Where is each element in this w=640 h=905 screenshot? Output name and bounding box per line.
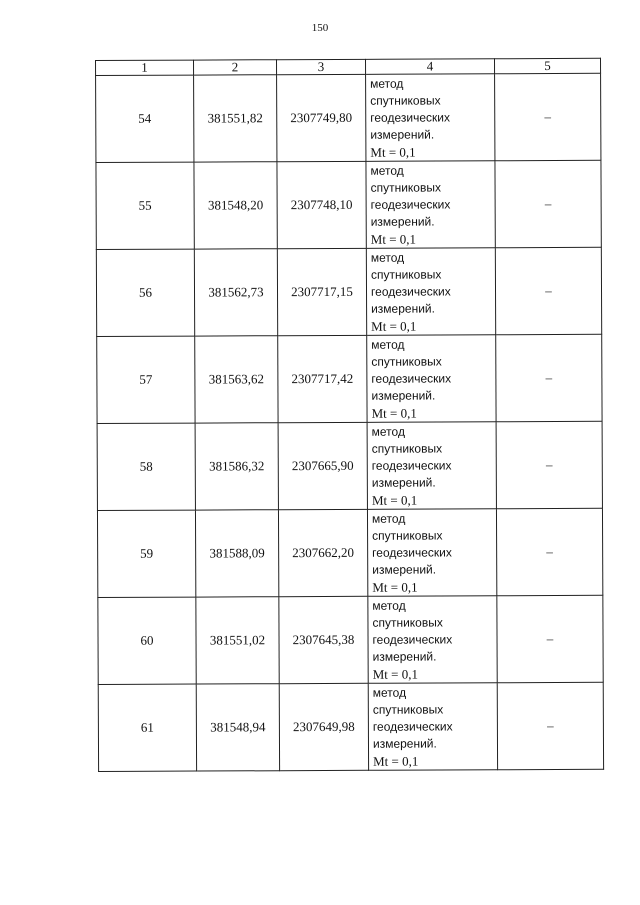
method-line: геодезических bbox=[370, 109, 450, 125]
method-cell bbox=[366, 161, 495, 249]
method-line: геодезических bbox=[372, 718, 453, 734]
table-row bbox=[98, 595, 603, 684]
point-number-cell: 60 bbox=[98, 597, 196, 684]
x-coordinate-cell: 381551,82 bbox=[194, 75, 277, 162]
page-number: 150 bbox=[311, 22, 329, 34]
method-line: измерений. bbox=[372, 736, 437, 751]
x-coordinate-cell: 381548,94 bbox=[196, 684, 279, 771]
note-cell: – bbox=[496, 508, 602, 595]
method-line: геодезических bbox=[371, 457, 452, 473]
method-line: геодезических bbox=[372, 631, 453, 647]
point-number-cell: 57 bbox=[97, 336, 195, 423]
method-line: метод bbox=[371, 337, 405, 352]
y-coordinate-cell: 2307665,90 bbox=[278, 422, 367, 509]
note-cell: – bbox=[497, 682, 603, 769]
method-cell bbox=[367, 422, 496, 510]
y-coordinate-cell: 2307662,20 bbox=[278, 509, 367, 596]
note-cell: – bbox=[496, 334, 602, 421]
accuracy-value: Mt = 0,1 bbox=[371, 318, 417, 334]
header-col-2: 2 bbox=[194, 60, 277, 75]
method-line: измерений. bbox=[372, 649, 437, 664]
point-number-cell: 54 bbox=[96, 75, 194, 162]
accuracy-value: Mt = 0,1 bbox=[371, 405, 417, 421]
table-row bbox=[96, 247, 601, 336]
header-col-1: 1 bbox=[96, 60, 194, 75]
header-col-5: 5 bbox=[494, 58, 600, 73]
accuracy-value: Mt = 0,1 bbox=[372, 666, 418, 682]
accuracy-value: Mt = 0,1 bbox=[370, 144, 416, 160]
method-line: спутниковых bbox=[372, 701, 444, 717]
y-coordinate-cell: 2307748,10 bbox=[277, 161, 366, 248]
method-line: метод bbox=[372, 598, 406, 613]
y-coordinate-cell: 2307645,38 bbox=[279, 596, 368, 683]
method-cell bbox=[368, 596, 497, 684]
y-coordinate-cell: 2307749,80 bbox=[277, 74, 366, 161]
method-line: метод bbox=[371, 511, 406, 526]
x-coordinate-cell: 381586,32 bbox=[195, 423, 278, 510]
method-line: спутниковых bbox=[372, 527, 443, 543]
header-col-4: 4 bbox=[365, 59, 494, 75]
method-line: измерений. bbox=[371, 301, 435, 316]
method-line: спутниковых bbox=[371, 440, 443, 456]
coordinates-table bbox=[95, 58, 604, 772]
method-line: метод bbox=[370, 250, 405, 265]
point-number-cell: 59 bbox=[97, 510, 195, 597]
point-number-cell: 55 bbox=[96, 162, 194, 249]
method-line: геодезических bbox=[370, 196, 451, 212]
method-line: измерений. bbox=[372, 562, 437, 577]
table-row bbox=[96, 160, 601, 249]
table-row bbox=[97, 508, 602, 597]
y-coordinate-cell: 2307717,15 bbox=[277, 248, 366, 335]
accuracy-value: Mt = 0,1 bbox=[370, 231, 417, 247]
method-line: спутниковых bbox=[370, 266, 442, 282]
point-number-cell: 56 bbox=[96, 249, 194, 336]
method-line: метод bbox=[372, 685, 407, 700]
method-line: спутниковых bbox=[370, 179, 441, 195]
method-line: геодезических bbox=[372, 544, 452, 560]
method-line: геодезических bbox=[370, 283, 451, 299]
header-col-3: 3 bbox=[277, 59, 366, 74]
method-line: спутниковых bbox=[371, 353, 442, 369]
method-line: спутниковых bbox=[370, 92, 441, 108]
method-line: метод bbox=[370, 163, 404, 178]
accuracy-value: Mt = 0,1 bbox=[371, 492, 418, 508]
x-coordinate-cell: 381562,73 bbox=[194, 249, 277, 336]
point-number-cell: 58 bbox=[97, 423, 195, 510]
table-row bbox=[97, 421, 602, 510]
accuracy-value: Mt = 0,1 bbox=[372, 579, 418, 595]
method-cell bbox=[366, 74, 495, 162]
x-coordinate-cell: 381563,62 bbox=[195, 336, 278, 423]
note-cell: – bbox=[495, 160, 601, 247]
method-line: измерений. bbox=[371, 475, 436, 490]
method-line: измерений. bbox=[370, 214, 435, 229]
method-cell bbox=[367, 335, 496, 423]
table-row bbox=[98, 682, 603, 771]
y-coordinate-cell: 2307649,98 bbox=[279, 683, 368, 770]
note-cell: – bbox=[495, 247, 601, 334]
accuracy-value: Mt = 0,1 bbox=[373, 753, 419, 769]
method-line: геодезических bbox=[371, 370, 452, 386]
x-coordinate-cell: 381588,09 bbox=[195, 510, 278, 597]
method-cell bbox=[367, 509, 496, 597]
note-cell: – bbox=[497, 595, 603, 682]
method-line: спутниковых bbox=[372, 614, 443, 630]
method-line: измерений. bbox=[371, 388, 436, 403]
method-line: метод bbox=[371, 424, 405, 439]
note-cell: – bbox=[496, 421, 602, 508]
note-cell: – bbox=[495, 73, 601, 160]
method-line: измерений. bbox=[370, 127, 435, 142]
table-row bbox=[97, 334, 602, 423]
y-coordinate-cell: 2307717,42 bbox=[278, 335, 367, 422]
method-cell bbox=[366, 248, 495, 336]
point-number-cell: 61 bbox=[98, 684, 196, 771]
method-line: метод bbox=[370, 76, 404, 91]
table-row bbox=[96, 73, 601, 162]
x-coordinate-cell: 381548,20 bbox=[194, 162, 277, 249]
x-coordinate-cell: 381551,02 bbox=[196, 597, 279, 684]
table-body bbox=[96, 73, 604, 771]
method-cell bbox=[368, 683, 497, 771]
